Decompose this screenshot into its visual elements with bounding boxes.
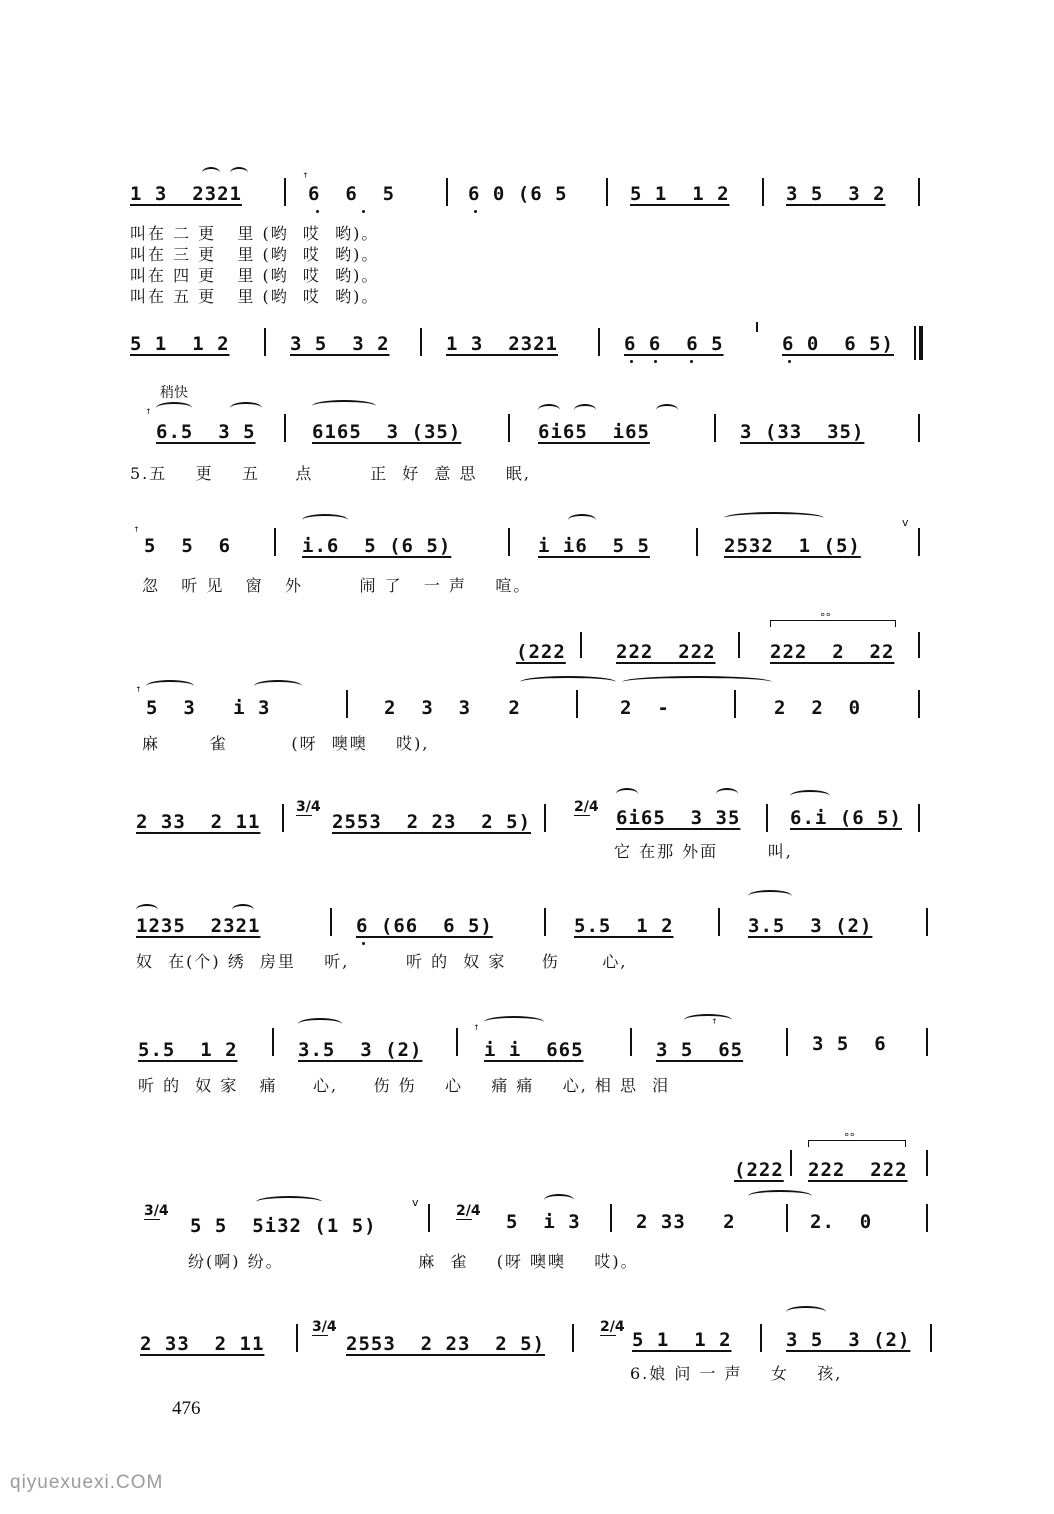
barline: [762, 178, 764, 206]
lyric-line: 听 的 奴 家 痛 心, 伤 伤 心 痛 痛 心, 相 思 泪: [138, 1076, 671, 1095]
barline: [926, 1150, 928, 1176]
barline: [926, 1204, 928, 1232]
note-group: 6 0 6 5): [782, 333, 894, 355]
barline: [580, 632, 582, 658]
slur: [302, 514, 348, 526]
note-group: 5 5 5i32 (1 5): [190, 1215, 377, 1237]
time-signature: [312, 1319, 337, 1336]
ossia-bracket: [808, 1140, 906, 1147]
barline: [346, 690, 348, 718]
note-group: 3 5 6: [812, 1033, 887, 1055]
barline: [918, 528, 920, 556]
note-group: 2. 0: [810, 1211, 873, 1233]
note-group: 3 (33 35): [740, 421, 865, 443]
lyric-line: 6.娘 问 一 声 女 孩,: [630, 1364, 843, 1383]
barline: [272, 1028, 274, 1056]
slur: [146, 680, 194, 692]
note-group: 5.5 1 2: [574, 915, 674, 937]
barline: [446, 178, 448, 206]
grace-mark: ꜛ: [474, 1023, 479, 1038]
note-group: 2 33 2 11: [136, 811, 261, 833]
lyric-line: 麻 雀 (呀 噢噢 哎),: [142, 734, 430, 753]
barline: [264, 328, 266, 356]
barline: [756, 322, 758, 332]
octave-dot: [788, 360, 791, 363]
barline: [572, 1324, 574, 1352]
slur: [568, 514, 596, 526]
note-group: 5 1 1 2: [630, 183, 730, 205]
note-group: 5 5 6: [144, 535, 232, 557]
final-barline: [914, 326, 916, 360]
barline: [544, 908, 546, 936]
note-group: 6 0 (6 5: [468, 183, 568, 205]
note-group: 1 3 2321: [446, 333, 558, 355]
note-group: 3.5 3 (2): [298, 1039, 423, 1061]
octave-dot: [474, 210, 477, 213]
barline: [790, 1150, 792, 1176]
breath-mark: v: [902, 516, 909, 529]
octave-dot: [630, 360, 633, 363]
upper-note-group: 222 222: [616, 641, 716, 663]
slur: [716, 788, 738, 800]
time-signature: [144, 1203, 169, 1220]
lyric-line: 忽 听 见 窗 外 闹 了 一 声 喧。: [142, 576, 532, 595]
barline: [766, 804, 768, 832]
note-group: 3 5 3 2: [290, 333, 390, 355]
note-group: i.6 5 (6 5): [302, 535, 452, 557]
note-group: 5 3 i 3: [146, 697, 271, 719]
barline: [918, 632, 920, 658]
barline: [918, 414, 920, 442]
barline: [456, 1028, 458, 1056]
octave-dot: [362, 210, 365, 213]
note-group: 6 6 6 5: [624, 333, 724, 355]
slur: [790, 790, 830, 802]
barline: [576, 690, 578, 718]
barline: [284, 178, 286, 206]
note-group: 2 2 0: [774, 697, 862, 719]
time-signature-value: 2/4: [574, 799, 599, 815]
barline: [274, 528, 276, 556]
slur: [202, 167, 220, 179]
note-group: 2 3 3 2: [384, 697, 521, 719]
barline: [508, 414, 510, 442]
note-group: 3 5 3 (2): [786, 1329, 911, 1351]
note-group: 2 -: [620, 697, 670, 719]
ossia-bracket: [770, 620, 896, 627]
grace-mark: ꜛ: [146, 407, 151, 422]
barline: [734, 690, 736, 718]
upper-note-group: (222: [734, 1159, 784, 1181]
barline: [420, 328, 422, 356]
upper-note-group: (222: [516, 641, 566, 663]
slur: [544, 1194, 574, 1206]
barline: [760, 1324, 762, 1352]
note-group: 6i65 3 35: [616, 807, 741, 829]
slur: [684, 1014, 732, 1026]
note-group: 6 6 5: [308, 183, 396, 205]
slur: [786, 1306, 826, 1318]
time-signature-value: 3/4: [312, 1319, 337, 1335]
barline: [296, 1324, 298, 1352]
note-group: i i6 5 5: [538, 535, 650, 557]
note-group: 2 33 2: [636, 1211, 736, 1233]
time-signature: [574, 799, 599, 816]
grace-mark: ꜛ: [303, 171, 308, 186]
page-number: 476: [172, 1398, 201, 1419]
note-group: 5.5 1 2: [138, 1039, 238, 1061]
note-group: 6i65 i65: [538, 421, 650, 443]
barline: [926, 908, 928, 936]
upper-note-group: 222 2 22: [770, 641, 895, 663]
tempo-marking: 稍快: [160, 385, 188, 401]
lyric-line: 奴 在(个) 绣 房里 听, 听 的 奴 家 伤 心,: [136, 952, 628, 971]
lyric-line: 叫在 四 更 里 (哟 哎 哟)。: [130, 266, 380, 285]
time-signature-value: 3/4: [144, 1203, 169, 1219]
note-group: 1235 2321: [136, 915, 261, 937]
slur: [312, 400, 376, 412]
time-signature-value: 2/4: [600, 1319, 625, 1335]
note-group: 6.5 3 5: [156, 421, 256, 443]
slur: [748, 1190, 812, 1202]
barline: [544, 804, 546, 832]
note-group: 2553 2 23 2 5): [346, 1333, 546, 1355]
slur: [484, 1016, 544, 1028]
barline: [610, 1204, 612, 1232]
slur: [656, 404, 678, 416]
ossia-marker: °°: [844, 1131, 855, 1144]
lyric-line: 它 在那 外面 叫,: [614, 842, 793, 861]
barline: [786, 1204, 788, 1232]
octave-dot: [316, 210, 319, 213]
note-group: 6165 3 (35): [312, 421, 462, 443]
lyric-line: 叫在 三 更 里 (哟 哎 哟)。: [130, 245, 380, 264]
time-signature-value: 2/4: [456, 1203, 481, 1219]
grace-mark: ꜛ: [134, 525, 139, 540]
time-signature: [296, 799, 321, 816]
barline: [718, 908, 720, 936]
slur: [256, 1196, 322, 1208]
barline: [786, 1028, 788, 1056]
lyric-line: 5.五 更 五 点 正 好 意 思 眠,: [130, 464, 531, 483]
note-group: 2 33 2 11: [140, 1333, 265, 1355]
octave-dot: [362, 942, 365, 945]
barline: [738, 632, 740, 658]
upper-note-group: 222 222: [808, 1159, 908, 1181]
note-group: 3 5 65: [656, 1039, 744, 1061]
note-group: 5 i 3: [506, 1211, 581, 1233]
barline: [714, 414, 716, 442]
note-group: 2553 2 23 2 5): [332, 811, 532, 833]
barline: [508, 528, 510, 556]
lyric-line: 纷(啊) 纷。 麻 雀 (呀 噢噢 哎)。: [188, 1252, 639, 1271]
barline: [606, 178, 608, 206]
barline: [598, 328, 600, 356]
note-group: 6 (66 6 5): [356, 915, 493, 937]
breath-mark: v: [412, 1196, 419, 1209]
slur: [254, 680, 302, 692]
note-group: 6.i (6 5): [790, 807, 902, 829]
slur: [156, 402, 192, 414]
time-signature-value: 3/4: [296, 799, 321, 815]
barline: [428, 1204, 430, 1232]
barline: [930, 1324, 932, 1352]
watermark: qiyuexuexi.COM: [10, 1472, 164, 1493]
grace-mark: ꜛ: [136, 685, 141, 700]
time-signature: [600, 1319, 625, 1336]
slur: [748, 890, 792, 902]
barline: [918, 178, 920, 206]
barline: [330, 908, 332, 936]
note-group: 3 5 3 2: [786, 183, 886, 205]
slur: [538, 404, 560, 416]
barline: [696, 528, 698, 556]
slur: [298, 1018, 342, 1030]
ossia-marker: °°: [820, 611, 831, 624]
slur: [520, 676, 616, 688]
note-group: i i 665: [484, 1039, 584, 1061]
barline: [926, 1028, 928, 1056]
barline: [282, 804, 284, 832]
slur: [230, 402, 262, 414]
slur: [724, 512, 824, 524]
lyric-line: 叫在 二 更 里 (哟 哎 哟)。: [130, 224, 380, 243]
note-group: 5 1 1 2: [130, 333, 230, 355]
note-group: 2532 1 (5): [724, 535, 861, 557]
barline: [918, 804, 920, 832]
barline: [284, 414, 286, 442]
octave-dot: [654, 360, 657, 363]
final-barline: [919, 326, 923, 360]
barline: [630, 1028, 632, 1056]
slur: [616, 788, 638, 800]
time-signature: [456, 1203, 481, 1220]
note-group: 5 1 1 2: [632, 1329, 732, 1351]
note-group: 1 3 2321: [130, 183, 242, 205]
grace-mark: ꜛ: [712, 1017, 717, 1032]
slur: [622, 676, 772, 688]
slur: [574, 404, 596, 416]
barline: [918, 690, 920, 718]
octave-dot: [690, 360, 693, 363]
slur: [230, 167, 248, 179]
lyric-line: 叫在 五 更 里 (哟 哎 哟)。: [130, 287, 380, 306]
note-group: 3.5 3 (2): [748, 915, 873, 937]
